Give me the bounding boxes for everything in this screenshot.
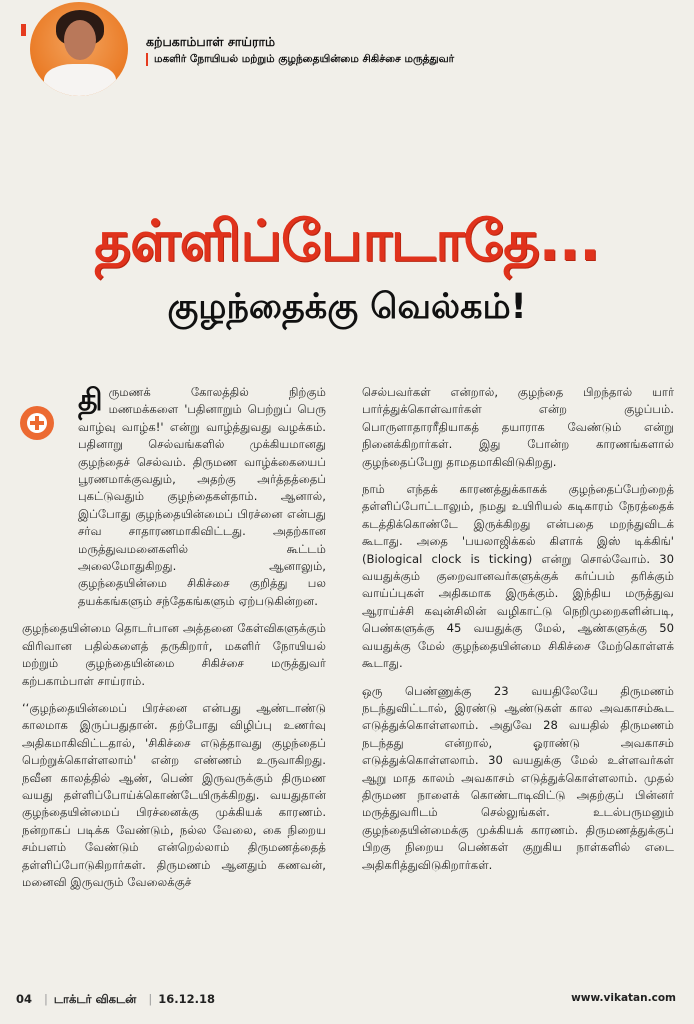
issue-date: 16.12.18 bbox=[158, 992, 215, 1006]
paragraph: செல்பவர்கள் என்றால், குழந்தை பிறந்தால் யார் பார்த்துக்கொள்வார்கள் என்ற குழப்பம். பொருளாதாரரீதியாகத் தயாராக வேண்டும் என்று நினைக்கிறார்கள். இது போன்ற காரணங்களால் குழந்தைப்பேறு தாமதமாகிவிடுகிறது. bbox=[362, 385, 674, 469]
paragraph: நாம் எந்தக் காரணத்துக்காகக் குழந்தைப்பேற்றைத் தள்ளிப்போட்டாலும், நமது உயிரியல் கடிகாரம் நேரத்தைக் கடத்திக்கொண்டே இருக்கிறது என்பதை மறந்துவிடக் கூடாது. அதை 'பயலாஜிக்கல் கிளாக் இஸ் டிக்கிங்' (Biological clock is ticking) என்று சொல்வோம். 30 வயதுக்கும் குறைவானவர்களுக்குக் கர்ப்பம் தரிக்கும் வாய்ப்புகள் அதிகமாக இருக்கும். இந்திய மருத்துவ ஆராய்ச்சி கவுன்சிலின் வழிகாட்டு நெறிமுறைகளின்படி, பெண்களுக்கு 45 வயதுக்கு மேல், ஆண்களுக்கு 50 வயதுக்கு மேல் குழந்தையின்மை சிகிச்சை மேற்கொள்ளக் கூடாது. bbox=[362, 482, 674, 671]
section-marker bbox=[21, 24, 26, 36]
author-photo bbox=[30, 2, 128, 96]
article-column-right bbox=[362, 384, 674, 884]
page-number: 04 bbox=[16, 992, 33, 1006]
subheadline: குழந்தைக்கு வெல்கம்! bbox=[167, 287, 527, 327]
paragraph: ஒரு பெண்ணுக்கு 23 வயதிலேயே திருமணம் நடந்துவிட்டால், இரண்டு ஆண்டுகள் கால அவகாசம்கூட எடுத்துக்கொள்ளலாம். அதுவே 28 வயதில் திருமணம் நடந்தது என்றால், ஓராண்டு அவகாசம் எடுத்துக்கொள்ளலாம். 30 வயதுக்கு மேல் உள்ளவர்கள் ஆறு மாத காலம் அவகாசம் எடுத்துக்கொள்ளலாம். முதல் திருமண நாளைக் கொண்டாடிவிட்டு அதற்குப் பின்னர் மருத்துவரிடம் செல்லுங்கள். உடல்பருமனும் குழந்தையின்மைக்கு முக்கியக் காரணம். திருமணத்துக்குப் பிறகு நிறைய பெண்கள் குறுகிய நாள்களில் எடை அதிகரித்துவிடுகிறார்கள். bbox=[362, 683, 674, 872]
drop-cap: தி bbox=[78, 383, 103, 418]
article-column-left bbox=[22, 384, 326, 901]
paragraph: திருமணக் கோலத்தில் நிற்கும் மணமக்களை 'பதினாறும் பெற்றுப் பெரு வாழ்வு வாழ்க!' என்று வாழ்த்துவது வழக்கம். பதினாறு செல்வங்களில் முக்கியமானது குழந்தைச் செல்வம். திருமண வாழ்க்கையைப் பூரணமாக்குவதும், அதற்கு அர்த்தத்தைப் புகட்டுவதும் குழந்தைகள்தாம். ஆனால், இப்போது குழந்தையின்மைப் பிரச்னை என்பது சர்வ சாதாரணமாகிவிட்டது. அதற்கான மருத்துவமனைகளில் கூட்டம் அலைமோதுகிறது. ஆனாலும், குழந்தையின்மை சிகிச்சை குறித்து பல தயக்கங்களும் சந்தேகங்களும் ஏற்படுகின்றன. bbox=[78, 383, 326, 608]
headline: தள்ளிப்போடாதே... bbox=[94, 209, 600, 274]
page-footer: 04 | டாக்டர் விகடன் | 16.12.18 www.vikatan.com bbox=[16, 992, 676, 1006]
magazine-name: டாக்டர் விகடன் bbox=[53, 992, 137, 1006]
author-name: கற்பகாம்பாள் சாய்ராம் bbox=[146, 34, 276, 49]
paragraph: குழந்தையின்மை தொடர்பான அத்தனை கேள்விகளுக்கும் விரிவான பதில்களைத் தருகிறார், மகளிர் நோயியல் மற்றும் குழந்தையின்மை சிகிச்சை மருத்துவர் கற்பகாம்பாள் சாய்ராம். bbox=[22, 621, 326, 688]
website-link[interactable]: www.vikatan.com bbox=[571, 992, 676, 1004]
paragraph: ‘‘குழந்தையின்மைப் பிரச்னை என்பது ஆண்டாண்டு காலமாக இருப்பதுதான். தற்போது விழிப்பு உணர்வு அதிகமாகிவிட்டதால், 'சிகிச்சை எடுத்தாவது குழந்தைப் பெற்றுக்கொள்ளலாம்' என்ற எண்ணம் உருவாகிறது. நவீன காலத்தில் ஆண், பெண் இருவருக்கும் திருமண வயது தள்ளிப்போய்க்கொண்டேயிருக்கிறது. வயதுதான் குழந்தையின்மைப் பிரச்னைக்கு முக்கியக் காரணம். நன்றாகப் படிக்க வேண்டும், நல்ல வேலை, கை நிறைய சம்பளம் வேண்டும் என்றெல்லாம் திருமணத்தைத் தள்ளிப்போடுகிறார்கள். திருமணம் ஆனதும் கணவன், மனைவி இருவரும் வேலைக்குச் bbox=[22, 700, 326, 889]
author-role: மகளிர் நோயியல் மற்றும் குழந்தையின்மை சிகிச்சை மருத்துவர் bbox=[146, 53, 454, 66]
